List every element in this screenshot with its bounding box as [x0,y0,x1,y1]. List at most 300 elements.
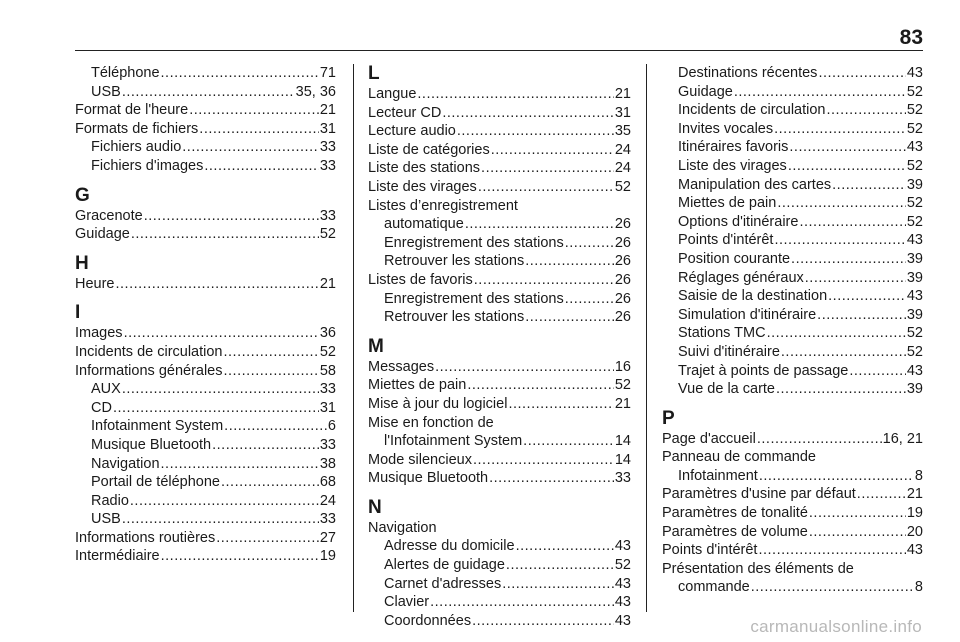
entry-label: Liste des virages [368,178,477,195]
dot-leader [122,380,319,399]
index-subentry [368,537,631,556]
entry-label: Listes d’enregistrement [368,197,518,214]
index-subentry [368,575,631,594]
entry-label: Carnet d'adresses [384,575,502,592]
entry-label-continued: Infotainment [678,467,758,484]
index-column-2 [368,64,631,630]
entry-label: Téléphone [91,65,160,81]
index-subentry [662,324,923,343]
page-reference: 43 [906,232,923,249]
index-entry [75,207,336,226]
entry-label: Clavier [384,594,430,611]
index-entry [368,414,631,451]
index-entry [662,504,923,523]
index-subentry [662,306,923,325]
entry-label: Images [75,325,123,342]
page-reference: 39 [906,250,923,267]
index-column-3 [662,64,923,597]
index-subentry [662,287,923,306]
index-entry [662,560,923,597]
entry-label: Mise à jour du logiciel [368,395,508,412]
page-reference: 27 [319,529,336,546]
dot-leader [144,207,319,226]
index-subentry [368,290,631,309]
dot-leader [827,101,906,120]
page-reference: 33 [319,381,336,398]
page-reference: 31 [319,120,336,137]
index-entry [368,197,631,234]
index-entry [662,523,923,542]
column-divider [353,64,354,612]
entry-label: Musique Bluetooth [91,436,212,453]
page-reference: 43 [614,575,631,592]
index-entry [75,547,336,566]
dot-leader [224,417,327,436]
dot-leader [523,432,614,451]
dot-leader [734,83,906,102]
index-entry [75,324,336,343]
entry-continuation [368,432,631,451]
index-subentry [368,234,631,253]
dot-leader [221,473,319,492]
index-entry [368,159,631,178]
page-reference: 68 [319,474,336,491]
page-reference: 52 [906,213,923,230]
dot-leader [774,231,905,250]
index-subentry [662,101,923,120]
entry-label: Présentation des éléments de [662,560,854,577]
section-letter: M [368,335,384,357]
page-reference: 36 [319,325,336,342]
entry-label: Lecteur CD [368,104,442,121]
dot-leader [791,250,906,269]
page-reference: 39 [906,306,923,323]
page-reference: 19 [319,548,336,565]
page-reference: 52 [906,195,923,212]
page-reference: 52 [906,157,923,174]
dot-leader [832,176,906,195]
index-entry [75,225,336,244]
index-entry [368,122,631,141]
index-subentry [662,120,923,139]
column-divider [646,64,647,612]
index-subentry [662,380,923,399]
dot-leader [757,430,882,449]
page-reference: 6 [327,418,336,435]
index-subentry [75,436,336,455]
page-reference: 33 [319,511,336,528]
page-reference: 24 [319,492,336,509]
dot-leader [777,194,906,213]
dot-leader [805,269,906,288]
page-reference: 26 [614,253,631,270]
entry-label: Manipulation des cartes [678,176,832,193]
dot-leader [809,504,906,523]
dot-leader [565,234,614,253]
dot-leader [817,306,906,325]
entry-label: Paramètres de tonalité [662,505,808,522]
entry-label: Liste de catégories [368,141,490,158]
page-reference: 14 [614,433,631,450]
entry-label: Points d'intérêt [662,542,758,559]
entry-label: Miettes de pain [678,195,777,212]
entry-label: Guidage [678,83,733,100]
index-entry [662,430,923,449]
entry-label: Informations routières [75,529,216,546]
entry-label: Retrouver les stations [384,309,525,326]
entry-label: Paramètres de volume [662,523,808,540]
index-subentry [662,138,923,157]
page-reference: 38 [319,455,336,472]
entry-label: Lecture audio [368,123,456,140]
dot-leader [516,537,614,556]
entry-label: USB [91,511,121,528]
entry-label: Saisie de la destination [678,288,828,305]
page-reference: 39 [906,269,923,286]
dot-leader [491,141,614,160]
entry-label: Infotainment System [91,418,224,435]
dot-leader [472,612,614,631]
index-subentry [75,473,336,492]
dot-leader [161,547,319,566]
index-subentry [662,231,923,250]
page-reference: 31 [319,399,336,416]
entry-label-continued: automatique [384,216,464,233]
entry-label: USB [91,83,121,100]
page-reference: 8 [914,579,923,596]
page-reference: 52 [906,325,923,342]
page-reference: 19 [906,505,923,522]
watermark: carmanualsonline.info [750,617,922,636]
dot-leader [116,275,319,294]
index-subentry [368,556,631,575]
page-reference: 26 [614,290,631,307]
index-entry [368,271,631,290]
page-reference: 26 [614,234,631,251]
index-subentry [662,269,923,288]
entry-label: Messages [368,358,435,375]
page-reference: 52 [906,83,923,100]
dot-leader [122,510,319,529]
index-subentry [368,252,631,271]
dot-leader [758,541,905,560]
dot-leader [751,578,914,597]
page-reference: 52 [319,226,336,243]
dot-leader [818,64,905,83]
entry-label: Langue [368,86,417,102]
index-subentry [75,417,336,436]
index-subentry [662,343,923,362]
entry-continuation [368,215,631,234]
page-reference: 43 [906,362,923,379]
entry-label: Trajet à points de passage [678,362,849,379]
entry-label: Portail de téléphone [91,474,220,491]
entry-label: Navigation [91,455,160,472]
page-reference: 52 [319,343,336,360]
entry-label: Informations générales [75,362,223,379]
dot-leader [130,492,319,511]
entry-label: Listes de favoris [368,271,473,288]
dot-leader [473,451,614,470]
entry-label: Alertes de guidage [384,557,505,574]
dot-leader [857,485,906,504]
entry-label: Stations TMC [678,325,766,342]
entry-label: CD [91,399,112,416]
entry-label: Coordonnées [384,612,472,629]
entry-label: Simulation d'itinéraire [678,306,817,323]
dot-leader [774,120,906,139]
dot-leader [478,178,614,197]
dot-leader [224,343,319,362]
page-reference: 16 [614,358,631,375]
dot-leader [131,225,319,244]
page-reference: 43 [614,612,631,629]
dot-leader [161,64,319,83]
index-entry [75,362,336,381]
entry-label: Liste des stations [368,160,481,177]
page-reference: 16, 21 [882,430,923,447]
page-reference: 43 [906,288,923,305]
page-reference: 52 [614,178,631,195]
page-reference: 52 [906,343,923,360]
index-subentry [75,510,336,529]
page-reference: 26 [614,309,631,326]
entry-label: Gracenote [75,207,143,224]
entry-label: Réglages généraux [678,269,804,286]
index-entry [75,101,336,120]
index-subentry [662,176,923,195]
entry-label: Suivi d'itinéraire [678,343,780,360]
dot-leader [474,271,614,290]
dot-leader [767,324,906,343]
entry-label: Enregistrement des stations [384,290,564,307]
page-reference: 71 [319,65,336,81]
dot-leader [776,380,906,399]
entry-label-continued: commande [678,579,750,596]
page-reference: 33 [614,470,631,487]
dot-leader [182,138,319,157]
page-reference: 58 [319,362,336,379]
entry-label: Radio [91,492,129,509]
entry-label: Page d'accueil [662,430,756,447]
page-reference: 39 [906,176,923,193]
dot-leader [502,575,614,594]
entry-label: Itinéraires favoris [678,139,789,156]
index-entry [368,395,631,414]
entry-label: Paramètres d'usine par défaut [662,486,856,503]
index-subentry [368,593,631,612]
index-entry [662,448,923,485]
index-subentry [662,194,923,213]
page-reference: 21 [614,395,631,412]
page-reference: 21 [906,486,923,503]
page-reference: 24 [614,141,631,158]
page-reference: 35, 36 [295,83,336,100]
entry-label: Formats de fichiers [75,120,199,137]
dot-leader [809,523,906,542]
dot-leader [525,308,614,327]
dot-leader [828,287,906,306]
entry-label: Incidents de circulation [75,343,223,360]
dot-leader [442,104,614,123]
dot-leader [465,215,614,234]
entry-label: Incidents de circulation [678,102,826,119]
page-reference: 26 [614,216,631,233]
index-entry [368,358,631,377]
dot-leader [467,376,614,395]
index-subentry [75,455,336,474]
index-entry [75,120,336,139]
dot-leader [417,85,613,104]
entry-label: Fichiers d'images [91,157,204,174]
page-reference: 33 [319,436,336,453]
dot-leader [565,290,614,309]
index-subentry [662,213,923,232]
index-entry [662,485,923,504]
section-letter: G [75,184,90,206]
index-subentry [662,64,923,83]
index-subentry [75,157,336,176]
page-reference: 33 [319,207,336,224]
entry-label: Miettes de pain [368,377,467,394]
page-reference: 52 [906,102,923,119]
section-letter: L [368,63,380,84]
entry-label: Options d'itinéraire [678,213,799,230]
index-entry [368,141,631,160]
index-entry [75,343,336,362]
dot-leader [216,529,319,548]
dot-leader [508,395,613,414]
page-reference: 24 [614,160,631,177]
entry-label: Vue de la carte [678,381,775,398]
index-entry [368,85,631,104]
page-number: 83 [899,26,923,49]
section-letter: P [662,407,675,429]
index-entry [368,376,631,395]
dot-leader [506,556,614,575]
header-rule [75,50,923,51]
dot-leader [212,436,319,455]
index-subentry [662,157,923,176]
dot-leader [781,343,906,362]
index-entry [368,104,631,123]
index-entry [75,529,336,548]
entry-continuation [662,578,923,597]
dot-leader [489,469,614,488]
dot-leader [204,157,318,176]
index-subentry [662,250,923,269]
dot-leader [457,122,614,141]
index-entry [368,519,631,538]
dot-leader [430,593,614,612]
index-subentry [368,308,631,327]
page-reference: 35 [614,123,631,140]
page-reference: 14 [614,451,631,468]
index-column-1 [75,64,336,566]
dot-leader [799,213,905,232]
dot-leader [113,399,319,418]
page-reference: 43 [906,542,923,559]
section-letter: I [75,302,81,324]
dot-leader [124,324,319,343]
page-reference: 20 [906,523,923,540]
index-subentry [75,492,336,511]
index-subentry [75,380,336,399]
page-reference: 26 [614,271,631,288]
entry-label: Intermédiaire [75,548,160,565]
index-entry [368,469,631,488]
dot-leader [435,358,614,377]
entry-label: Mise en fonction de [368,414,494,431]
index-subentry [75,399,336,418]
entry-label: Invites vocales [678,120,774,137]
page-reference: 31 [614,104,631,121]
entry-label: Position courante [678,250,791,267]
dot-leader [525,252,614,271]
dot-leader [788,157,906,176]
entry-label-continued: l'Infotainment System [384,433,523,450]
entry-label: Panneau de commande [662,449,816,466]
index-subentry [662,362,923,381]
section-letter: H [75,252,89,274]
page-reference: 43 [614,594,631,611]
dot-leader [759,467,914,486]
entry-label: Guidage [75,226,130,243]
page-reference: 43 [906,65,923,81]
entry-label: Navigation [368,519,437,536]
dot-leader [481,159,614,178]
entry-label: Format de l'heure [75,102,189,119]
dot-leader [199,120,319,139]
entry-label: AUX [91,381,121,398]
page-reference: 39 [906,381,923,398]
dot-leader [224,362,319,381]
dot-leader [161,455,319,474]
page-reference: 33 [319,157,336,174]
page-reference: 43 [906,139,923,156]
page-reference: 21 [614,86,631,102]
index-entry [368,178,631,197]
entry-label: Points d'intérêt [678,232,774,249]
entry-label: Retrouver les stations [384,253,525,270]
index-subentry [75,64,336,83]
page-reference: 8 [914,467,923,484]
section-letter: N [368,496,382,518]
entry-label: Musique Bluetooth [368,470,489,487]
entry-label: Liste des virages [678,157,787,174]
page-reference: 52 [906,120,923,137]
page-reference: 52 [614,557,631,574]
entry-label: Mode silencieux [368,451,472,468]
entry-continuation [662,467,923,486]
dot-leader [122,83,295,102]
entry-label: Fichiers audio [91,139,182,156]
dot-leader [189,101,319,120]
entry-label: Destinations récentes [678,65,818,81]
index-subentry [368,612,631,631]
index-entry [662,541,923,560]
index-subentry [75,83,336,102]
dot-leader [849,362,906,381]
entry-label: Adresse du domicile [384,538,515,555]
index-entry [368,451,631,470]
entry-label: Heure [75,275,115,292]
index-subentry [75,138,336,157]
dot-leader [789,138,905,157]
page-reference: 21 [319,275,336,292]
entry-label: Enregistrement des stations [384,234,564,251]
page-reference: 21 [319,102,336,119]
